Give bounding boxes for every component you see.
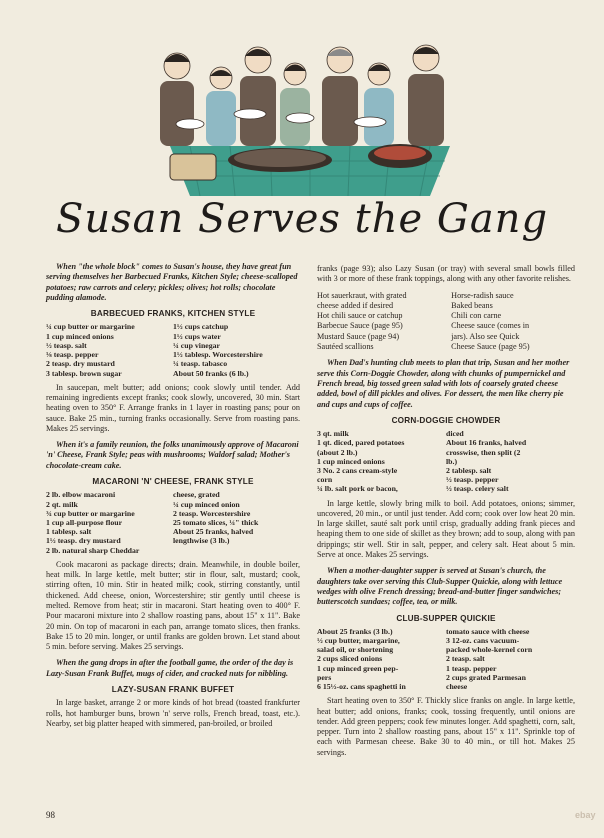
ingredient: (about 2 lb.) (317, 447, 358, 457)
ingredient: 25 tomato slices, ¼" thick (173, 517, 259, 527)
ingredient: 2 teasp. dry mustard (46, 359, 115, 369)
left-column (46, 262, 300, 735)
ingredients-table (46, 322, 300, 377)
ingredient: 2 cups sliced onions (317, 654, 383, 664)
recipe-title: CLUB-SUPPER QUICKIE (396, 613, 496, 623)
ingredients-table (317, 627, 575, 691)
ingredient: crosswise, then split (2 (446, 447, 521, 457)
ingredient: packed whole-kernel corn (446, 645, 533, 655)
watermark: ebay (575, 810, 596, 820)
ingredient: 3 12-oz. cans vacuum- (446, 636, 520, 646)
ingredient: ¼ teasp. tabasco (173, 359, 228, 369)
ingredients-table (46, 490, 300, 554)
ingredient: 2 teasp. Worcestershire (173, 508, 251, 518)
ingredient: diced (446, 429, 464, 439)
ingredient: About 16 franks, halved (446, 438, 527, 448)
family-party-illustration (150, 36, 470, 196)
page-title: Susan Serves the Gang (55, 196, 549, 242)
relish-item: Mustard Sauce (page 94) (317, 331, 400, 341)
intro-paragraph: When a mother-daughter supper is served at Susan's church, the daughters take over serving this Club-Supper Quickie, along with lettuce wedges with olive French dressing; bread-and-butter finger sandwiches; butterscotch sundaes; coffee, tea, or milk. (317, 566, 563, 607)
relish-item: Barbecue Sauce (page 95) (317, 321, 403, 331)
relish-item: cheese added if desired (317, 300, 394, 310)
ingredient: lengthwise (3 lb.) (173, 536, 230, 546)
ingredient: 6 15½-oz. cans spaghetti in (317, 682, 406, 692)
ingredient: ¼ cup vinegar (173, 340, 220, 350)
ingredients-table (317, 429, 575, 493)
page-number: 98 (46, 810, 55, 820)
ingredient: ½ teasp. celery salt (446, 484, 509, 494)
recipe-directions: In saucepan, melt butter; add onions; cook slowly until tender. Add remaining ingredients except franks; cook slowly, uncovered, 30 min. Start heating oven to 350° F. Arrange franks in 1 layer in roasting pans; pour on sauce. Bake 25 min., turning franks occasionally. Serve from roasting pans. Makes 25 servings. (46, 382, 300, 433)
ingredient: 2 lb. elbow macaroni (46, 490, 116, 500)
relish-item: Horse-radish sauce (451, 290, 514, 300)
right-column (317, 264, 575, 764)
ingredient: 1½ cups catchup (173, 322, 229, 332)
relish-item: Baked beans (451, 300, 493, 310)
ingredient: 2 cups grated Parmesan (446, 672, 526, 682)
relish-item: Cheese sauce (comes in (451, 321, 530, 331)
recipe-directions: In large basket, arrange 2 or more kinds of hot bread (toasted frankfurter rolls, hot hamburger buns, brown 'n' serve rolls, French bread, toast, etc.). Nearby, set big platter heaped with simmered, pan-broiled, or broiled (46, 698, 300, 728)
ingredient: About 50 franks (6 lb.) (173, 368, 249, 378)
ingredient: ¼ cup butter or margarine (46, 322, 135, 332)
ingredient: ½ teasp. salt (46, 340, 87, 350)
ingredient: About 25 franks, halved (173, 527, 254, 537)
ingredient: 1½ cups water (173, 331, 221, 341)
ingredient: pers (317, 672, 332, 682)
recipe-directions: In large kettle, slowly bring milk to boil. Add potatoes, onions; simmer, uncovered, 20 min., or until just tender. Add corn; cook over low heat 20 min. In large skillet, sauté salt pork until crisp, gradually adding frank pieces and heaping them to one side of skillet as they brown; add to soup, along with pan drippings; stir well. Stir in salt, pepper, and celery salt. Heat about 5 min. Serve at once. Makes 25 servings. (317, 498, 575, 560)
relish-item: Sautéed scallions (317, 342, 374, 352)
ingredient: 2 qt. milk (46, 499, 78, 509)
recipe-title: BARBECUED FRANKS, KITCHEN STYLE (90, 309, 256, 319)
ingredient: ⅛ teasp. pepper (46, 350, 99, 360)
ingredient: tomato sauce with cheese (446, 626, 530, 636)
ingredient: ½ teasp. pepper (446, 475, 499, 485)
ingredient: About 25 franks (3 lb.) (317, 626, 393, 636)
recipe-directions: Start heating oven to 350° F. Thickly slice franks on angle. In large kettle, heat butter; add onions, franks; cook, tossing frequently, until onions are tender. Add green peppers; cook few minutes longer. Add spaghetti, corn, salt, pepper. Turn into 2 shallow roasting pans, about 15" x 11". Sprinkle top of each with Parmesan cheese. Bake 30 to 40 min., or till hot. Makes 25 servings. (317, 696, 575, 757)
ingredient: ¼ cup minced onion (173, 499, 240, 509)
ingredient: 1 teasp. pepper (446, 663, 497, 673)
relish-item: Hot chili sauce or catchup (317, 311, 403, 321)
ingredient: 2 lb. natural sharp Cheddar (46, 545, 140, 555)
ingredient: 3 No. 2 cans cream-style (317, 465, 398, 475)
ingredient: cheese, grated (173, 490, 220, 500)
ingredient: 3 tablesp. brown sugar (46, 368, 122, 378)
intro-paragraph: When the gang drops in after the football game, the order of the day is Lazy-Susan Frank Buffet, mugs of cider, and cracked nuts for nibbling. (46, 658, 294, 678)
recipe-title: MACARONI 'N' CHEESE, FRANK STYLE (92, 477, 254, 487)
ingredient: salad oil, or shortening (317, 645, 394, 655)
ingredient: ¾ cup butter or margarine (46, 508, 135, 518)
continued-text: franks (page 93); also Lazy Susan (or tray) with several small bowls filled with 3 or more of these frank toppings, along with any other favorite relishes. (317, 264, 575, 284)
relish-item: jars). Also see Quick (451, 331, 520, 341)
relish-item: Chili con carne (451, 311, 502, 321)
ingredient: 1½ tablesp. Worcestershire (173, 350, 263, 360)
ingredient (173, 546, 300, 555)
ingredient: 1½ teasp. dry mustard (46, 536, 121, 546)
ingredient: corn (317, 475, 333, 485)
relish-item: Cheese Sauce (page 95) (451, 342, 530, 352)
ingredient: lb.) (446, 456, 458, 466)
ingredient: ½ cup butter, margarine, (317, 636, 400, 646)
intro-paragraph: When it's a family reunion, the folks unanimously approve of Macaroni 'n' Cheese, Frank Style; peas with mushrooms; Waldorf salad; Mother's chocolate-cream cake. (46, 440, 299, 470)
ingredient: 1 cup minced onions (317, 456, 385, 466)
ingredient: 1 tablesp. salt (46, 527, 92, 537)
relish-list (317, 291, 575, 353)
ingredient: 3 qt. milk (317, 429, 349, 439)
recipe-directions: Cook macaroni as package directs; drain. Meanwhile, in double boiler, heat milk. In large kettle, melt butter; stir in flour, salt, mustard; cook, stirring often, 10 min. Stir in heated milk; cook, stirring constantly, until thickened. Add cheese, onion, Worcestershire; stir gently until cheese is melted. Remove from heat; stir in macaroni. Start heating oven to 400° F. Pour macaroni mixture into 2 shallow roasting pans, about 15" x 11". Bake 20 min. On top of macaroni in each pan, arrange tomato slices, then franks. Bake 15 to 20 min. longer, or until franks are golden brown. Let stand about 5 min. before serving. Makes 25 servings. (46, 559, 300, 652)
ingredient: ¼ lb. salt pork or bacon, (317, 484, 398, 494)
ingredient: 1 cup minced onions (46, 331, 114, 341)
ingredient: 1 cup minced green pep- (317, 663, 399, 673)
ingredient: 2 teasp. salt (446, 654, 485, 664)
recipe-title: CORN-DOGGIE CHOWDER (391, 415, 501, 425)
intro-paragraph: When Dad's hunting club meets to plan that trip, Susan and her mother serve this Corn-Doggie Chowder, along with chunks of pumpernickel and French bread, big tossed green salad with lots of coarsely grated cheese added, bowl of dill pickles and olives. For dessert, the men like cherry pie and cups and cups of coffee. (317, 358, 570, 409)
relish-item: Hot sauerkraut, with grated (317, 290, 407, 300)
ingredient: 1 qt. diced, pared potatoes (317, 438, 405, 448)
ingredient: 1 cup all-purpose flour (46, 517, 123, 527)
ingredient: 2 tablesp. salt (446, 465, 492, 475)
intro-paragraph: When "the whole block" comes to Susan's house, they have great fun serving themselves her Barbecued Franks, Kitchen Style; cheese-scalloped potatoes; raw carrots and celery; pickles; olives; hot rolls; chocolate pudding alamode. (46, 262, 298, 302)
ingredient: cheese (446, 682, 468, 692)
recipe-title: LAZY-SUSAN FRANK BUFFET (111, 685, 235, 695)
